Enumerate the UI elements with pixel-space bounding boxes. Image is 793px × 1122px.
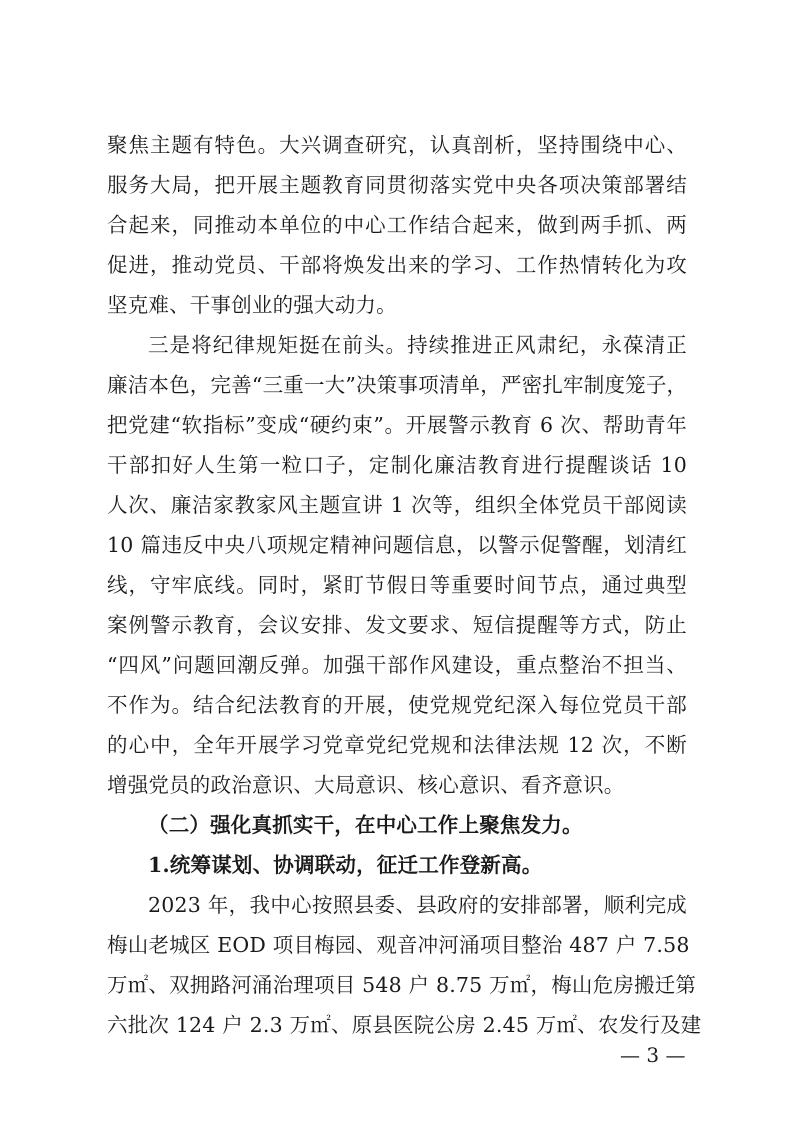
paragraph-line: 增强党员的政治意识、大局意识、核心意识、看齐意识。 [107, 773, 625, 797]
paragraph-line: 不作为。结合纪法教育的开展，使党规党纪深入每位党员干部 [107, 693, 687, 717]
paragraph-line: 10 篇违反中央八项规定精神问题信息，以警示促警醒，划清红 [107, 533, 687, 557]
paragraph-line: 梅山老城区 EOD 项目梅园、观音冲河涌项目整治 487 户 7.58 [107, 933, 690, 957]
paragraph-line: 坚克难、干事创业的强大动力。 [107, 293, 397, 317]
page-number: — 3 — [620, 1043, 686, 1067]
paragraph-line: 聚焦主题有特色。大兴调查研究，认真剖析，坚持围绕中心、 [107, 133, 687, 157]
paragraph-line: 廉洁本色，完善“三重一大”决策事项清单，严密扎牢制度笼子， [107, 373, 688, 397]
paragraph-line: 促进，推动党员、干部将焕发出来的学习、工作热情转化为攻 [107, 253, 687, 277]
paragraph-line: 六批次 124 户 2.3 万㎡、原县医院公房 2.45 万㎡、农发行及建 [107, 1013, 702, 1037]
paragraph-line: “四风”问题回潮反弹。加强干部作风建设，重点整治不担当、 [107, 653, 687, 677]
section-heading: （二）强化真抓实干，在中心工作上聚焦发力。 [148, 813, 583, 837]
paragraph-line: 干部扣好人生第一粒口子，定制化廉洁教育进行提醒谈话 10 [107, 453, 687, 477]
paragraph-line: 人次、廉洁家教家风主题宣讲 1 次等，组织全体党员干部阅读 [107, 493, 687, 517]
paragraph-line: 线，守牢底线。同时，紧盯节假日等重要时间节点，通过典型 [107, 573, 687, 597]
paragraph-line: 把党建“软指标”变成“硬约束”。开展警示教育 6 次、帮助青年 [107, 413, 687, 437]
paragraph-line: 服务大局，把开展主题教育同贯彻落实党中央各项决策部署结 [107, 173, 687, 197]
subsection-heading: 1.统筹谋划、协调联动，征迁工作登新高。 [148, 853, 543, 877]
paragraph-line: 的心中，全年开展学习党章党纪党规和法律法规 12 次，不断 [107, 733, 687, 757]
paragraph-line: 2023 年，我中心按照县委、县政府的安排部署，顺利完成 [148, 893, 687, 917]
paragraph-line: 案例警示教育，会议安排、发文要求、短信提醒等方式，防止 [107, 613, 687, 637]
paragraph-line: 合起来，同推动本单位的中心工作结合起来，做到两手抓、两 [107, 213, 687, 237]
paragraph-line: 三是将纪律规矩挺在前头。持续推进正风肃纪，永葆清正 [148, 333, 687, 357]
paragraph-line: 万㎡、双拥路河涌治理项目 548 户 8.75 万㎡，梅山危房搬迁第 [107, 973, 697, 997]
